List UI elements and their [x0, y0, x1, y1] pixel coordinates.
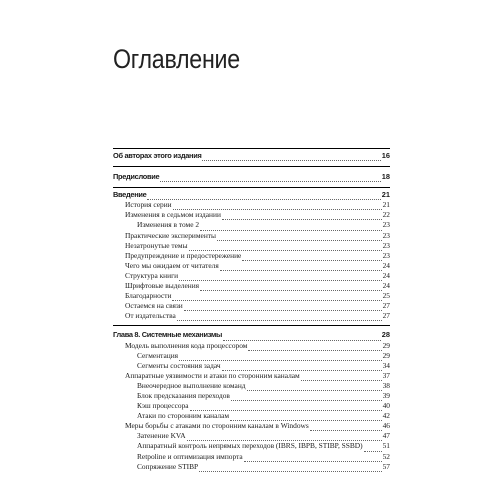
- toc-entry-page: 39: [382, 390, 390, 400]
- dot-leader: [199, 470, 381, 472]
- dot-leader: [202, 159, 380, 161]
- toc-entry-page: 16: [381, 151, 390, 160]
- toc-entry-page: 21: [382, 200, 390, 210]
- toc-entry-page: 46: [382, 421, 390, 431]
- toc-entry-title: Атаки по сторонним каналам: [137, 411, 230, 421]
- toc-entry-title: Структура книги: [125, 270, 179, 280]
- toc-entry-title: Об авторах этого издания: [113, 151, 202, 160]
- toc-entry[interactable]: [113, 312, 390, 322]
- dot-leader: [220, 269, 382, 271]
- toc-section: [113, 148, 390, 167]
- page-title: Оглавление: [113, 44, 240, 74]
- toc-entry-title: Кэш процессора: [137, 401, 189, 411]
- toc-entry-page: 21: [381, 190, 390, 200]
- dot-leader: [200, 289, 382, 291]
- toc-entry-title: Шрифтовые выделения: [125, 281, 200, 291]
- toc-entry-page: 27: [382, 311, 390, 321]
- toc-entry-page: 22: [382, 210, 390, 220]
- toc-entry-page: 23: [382, 250, 390, 260]
- toc-entry-page: 25: [382, 291, 390, 301]
- toc-heading-entry[interactable]: [113, 331, 390, 341]
- toc-heading-entry[interactable]: [113, 152, 390, 162]
- toc-entry-title: Благодарности: [125, 291, 172, 301]
- toc-entry-page: 51: [382, 441, 390, 451]
- toc-entry-title: Изменения в седьмом издании: [125, 210, 221, 220]
- dot-leader: [160, 180, 380, 182]
- toc-entry-page: 24: [382, 281, 390, 291]
- toc-section: [113, 326, 390, 472]
- toc-entry-page: 57: [382, 461, 390, 471]
- toc-section: [113, 167, 390, 188]
- toc-entry-page: 24: [382, 270, 390, 280]
- toc-entry-page: 29: [382, 350, 390, 360]
- toc-entry-title: Затенение KVA: [137, 431, 186, 441]
- toc-entry-title: История серии: [125, 200, 172, 210]
- dot-leader: [147, 198, 380, 200]
- dot-leader: [242, 259, 381, 261]
- toc-entry-page: 24: [382, 260, 390, 270]
- dot-leader: [222, 218, 382, 220]
- toc-entry-page: 40: [382, 401, 390, 411]
- toc-entry-page: 23: [382, 220, 390, 230]
- toc-entry-title: Изменения в томе 2: [137, 220, 200, 230]
- table-of-contents: [113, 148, 390, 473]
- toc-entry-page: 52: [382, 451, 390, 461]
- toc-entry-title: Меры борьбы с атаками по сторонним каналам в Windows: [125, 421, 309, 431]
- toc-entry-title: Предисловие: [113, 172, 160, 182]
- toc-entry-title: Сегментация: [137, 350, 179, 360]
- dot-leader: [177, 319, 382, 321]
- toc-heading-entry[interactable]: [113, 173, 390, 183]
- toc-entry-title: Внеочередное выполнение команд: [137, 380, 246, 390]
- toc-entry-title: Введение: [113, 190, 147, 200]
- toc-entry-title: Чего мы ожидаем от читателя: [125, 260, 219, 270]
- toc-entry-page: 34: [382, 360, 390, 370]
- dot-leader: [217, 239, 382, 241]
- toc-entry-title: Retpoline и оптимизация импорта: [137, 451, 243, 461]
- toc-entry-page: 23: [382, 230, 390, 240]
- toc-entry-title: Блок предсказания переходов: [137, 390, 230, 400]
- toc-entry-title: Глава 8. Системные механизмы: [113, 330, 223, 340]
- toc-entry-title: Практические эксперименты: [125, 230, 216, 240]
- toc-entry-title: Аппаратные уязвимости и атаки по сторонним каналам: [125, 370, 300, 380]
- toc-entry-page: 37: [382, 370, 390, 380]
- toc-entry-title: Остаемся на связи: [125, 301, 183, 311]
- toc-entry-page: 47: [382, 431, 390, 441]
- toc-entry-page: 27: [382, 301, 390, 311]
- dot-leader: [301, 379, 382, 381]
- toc-entry-title: Сопряжение STIBP: [137, 461, 199, 471]
- toc-entry-title: Сегменты состояния задач: [137, 360, 221, 370]
- dot-leader: [179, 279, 382, 281]
- dot-leader: [231, 399, 382, 401]
- toc-entry-title: Предупреждение и предостережение: [125, 250, 242, 260]
- toc-entry-page: 38: [382, 380, 390, 390]
- dot-leader: [200, 229, 382, 231]
- dot-leader: [310, 429, 382, 431]
- toc-entry-page: 28: [381, 330, 390, 340]
- dot-leader: [247, 389, 382, 391]
- toc-entry-title: Модель выполнения кода процессором: [125, 340, 248, 350]
- toc-entry-page: 42: [382, 411, 390, 421]
- toc-section: [113, 188, 390, 326]
- dot-leader: [184, 309, 382, 311]
- toc-entry-title: Аппаратный контроль непрямых переходов (IBRS, IBPB, STIBP, SSBD): [137, 441, 363, 451]
- dot-leader: [244, 460, 382, 462]
- toc-entry-page: 29: [382, 340, 390, 350]
- dot-leader: [248, 349, 381, 351]
- dot-leader: [172, 299, 381, 301]
- toc-entry-title: Незатронутые темы: [125, 240, 188, 250]
- toc-entry-page: 23: [382, 240, 390, 250]
- toc-entry-page: 18: [381, 172, 390, 182]
- dot-leader: [364, 450, 382, 452]
- toc-entry-title: От издательства: [125, 311, 176, 321]
- toc-entry[interactable]: [113, 463, 390, 473]
